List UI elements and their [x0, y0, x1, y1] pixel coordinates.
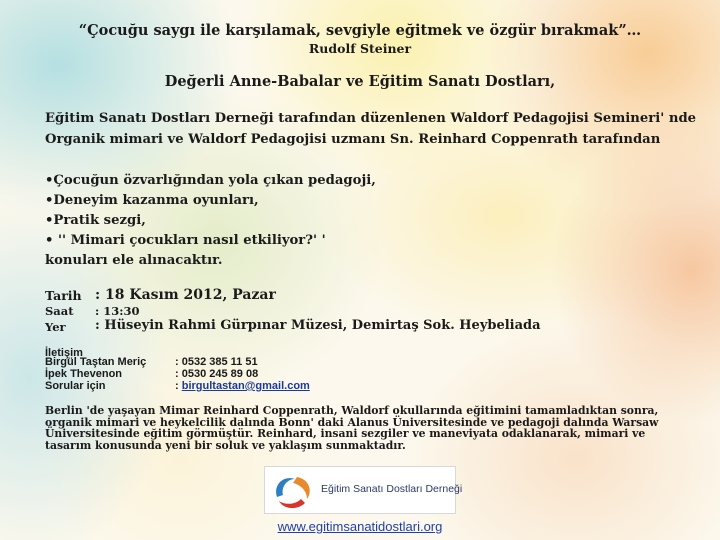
quote: “Çocuğu saygı ile karşılamak, sevgiyle eğitmek ve özgür bırakmak”…: [78, 22, 642, 39]
email-row: [175, 381, 310, 391]
email-link[interactable]: birgultastan@gmail.com: [181, 380, 310, 392]
association-logo: [264, 466, 463, 514]
topic-item: • '' Mimari çocukları nasıl etkiliyor?' ': [45, 233, 326, 248]
time-value: : 13:30: [95, 304, 140, 318]
speaker-bio: Berlin 'de yaşayan Mimar Reinhard Coppenrath, Waldorf okullarında eğitimini tamamladıktan sonra, organik mimari ve heykelcilik dalında Bonn' daki Alanus Üniversitesinde ve pedagoji dalında Warsaw Üniversitesinde eğitim görmüştür. Reinhard, insani sezgiler ve maneviyata odaklanarak, mimari ve tasarım konusunda yeni bir soluk ve yaklaşım sunmaktadır.: [45, 404, 659, 452]
place-value: : Hüseyin Rahmi Gürpınar Müzesi, Demirtaş Sok. Heybeliada: [95, 318, 541, 333]
logo-swirl-icon: [269, 471, 315, 511]
contact-person-1: Birgül Taştan Meriç: [45, 356, 147, 368]
logo-text: Eğitim Sanatı Dostları Derneği: [321, 483, 463, 495]
topic-item: •Çocuğun özvarlığından yola çıkan pedagoji,: [45, 173, 376, 188]
intro-line-1: Eğitim Sanatı Dostları Derneği tarafından düzenlenen Waldorf Pedagojisi Semineri' nde: [45, 111, 697, 126]
place-label: Yer: [45, 320, 66, 334]
topic-item: •Pratik sezgi,: [45, 213, 146, 228]
contact-heading: İletişim: [45, 347, 83, 359]
contact-phone-2: : 0530 245 89 08: [175, 368, 259, 380]
contact-phone-1: : 0532 385 11 51: [175, 356, 258, 368]
topic-item: •Deneyim kazanma oyunları,: [45, 193, 259, 208]
intro-line-2: Organik mimari ve Waldorf Pedagojisi uzmanı Sn. Reinhard Coppenrath tarafından: [45, 132, 661, 147]
quote-author: Rudolf Steiner: [308, 41, 412, 56]
time-label: Saat: [45, 304, 74, 318]
date-label: Tarih: [45, 288, 82, 303]
date-value: : 18 Kasım 2012, Pazar: [95, 287, 276, 303]
greeting: Değerli Anne-Babalar ve Eğitim Sanatı Dostları,: [164, 73, 556, 90]
topics-closing: konuları ele alınacaktır.: [45, 253, 223, 268]
questions-label: Sorular için: [45, 380, 106, 392]
website-link[interactable]: www.egitimsanatidostlari.org: [277, 519, 443, 534]
email-prefix: :: [175, 380, 179, 392]
contact-person-2: İpek Thevenon: [45, 368, 123, 380]
